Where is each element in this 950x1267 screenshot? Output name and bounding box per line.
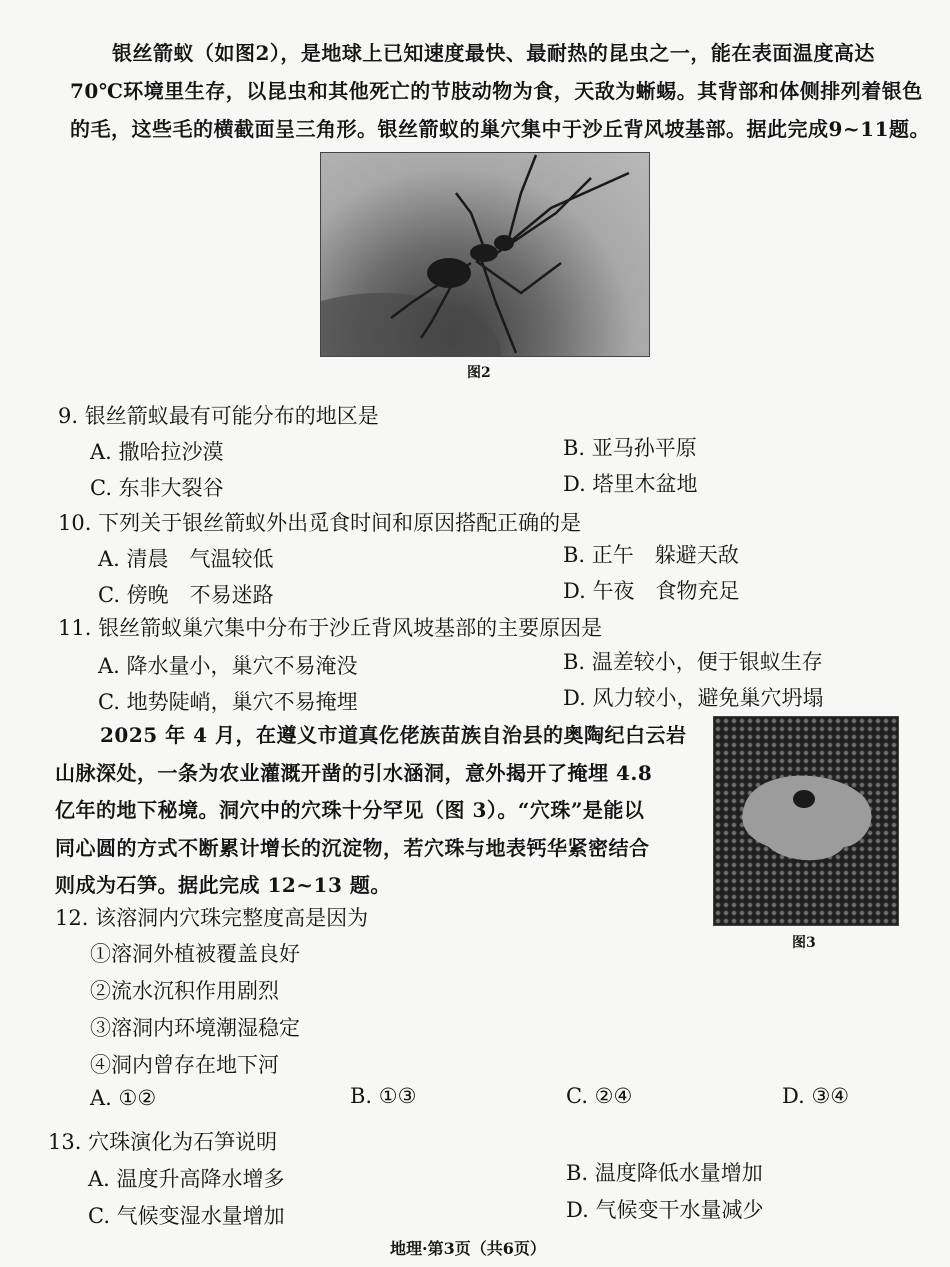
q9-option-c[interactable]: C. 东非大裂谷: [90, 476, 224, 500]
q9-option-a[interactable]: A. 撒哈拉沙漠: [90, 440, 224, 464]
q10-option-b[interactable]: B. 正午 躲避天敌: [563, 543, 739, 567]
intro2-line-5: 则成为石笋。据此完成 12~13 题。: [55, 873, 391, 897]
q11-option-c[interactable]: C. 地势陡峭，巢穴不易掩埋: [98, 690, 358, 714]
intro2-line-3: 亿年的地下秘境。洞穴中的穴珠十分罕见（图 3）。“穴珠”是能以: [55, 798, 645, 822]
intro1-line-1: 银丝箭蚁（如图2），是地球上已知速度最快、最耐热的昆虫之一，能在表面温度高达: [112, 41, 875, 65]
q10-option-c[interactable]: C. 傍晚 不易迷路: [98, 583, 274, 607]
q12-statement: ①溶洞外植被覆盖良好: [90, 942, 300, 966]
q13-stem: 13. 穴珠演化为石笋说明: [48, 1130, 278, 1154]
q10-option-d[interactable]: D. 午夜 食物充足: [563, 579, 740, 603]
q13-option-c[interactable]: C. 气候变湿水量增加: [88, 1204, 285, 1228]
q13-option-d[interactable]: D. 气候变干水量减少: [566, 1198, 764, 1222]
q10-option-a[interactable]: A. 清晨 气温较低: [98, 547, 274, 571]
q10-stem: 10. 下列关于银丝箭蚁外出觅食时间和原因搭配正确的是: [58, 511, 582, 535]
q12-option-d[interactable]: D. ③④: [782, 1084, 850, 1108]
intro2-line-2: 山脉深处，一条为农业灌溉开凿的引水涵洞，意外揭开了掩埋 4.8: [55, 761, 653, 785]
q11-option-d[interactable]: D. 风力较小，避免巢穴坍塌: [563, 686, 824, 710]
q9-stem: 9. 银丝箭蚁最有可能分布的地区是: [58, 404, 379, 428]
intro1-line-3: 的毛，这些毛的横截面呈三角形。银丝箭蚁的巢穴集中于沙丘背风坡基部。据此完成9~11题。: [70, 117, 931, 141]
q9-option-b[interactable]: B. 亚马孙平原: [563, 436, 697, 460]
q11-stem: 11. 银丝箭蚁巢穴集中分布于沙丘背风坡基部的主要原因是: [58, 616, 603, 640]
cave-pearls-photo: [713, 716, 899, 926]
q13-option-a[interactable]: A. 温度升高降水增多: [88, 1167, 285, 1191]
intro2-line-1: 2025 年 4 月，在遵义市道真仡佬族苗族自治县的奥陶纪白云岩: [100, 723, 687, 747]
figure2-caption: 图2: [467, 365, 491, 381]
q12-option-b[interactable]: B. ①③: [350, 1084, 417, 1108]
q13-option-b[interactable]: B. 温度降低水量增加: [566, 1161, 763, 1185]
q12-option-c[interactable]: C. ②④: [566, 1084, 633, 1108]
q12-statement: ②流水沉积作用剧烈: [90, 979, 279, 1003]
q11-option-a[interactable]: A. 降水量小，巢穴不易淹没: [98, 654, 358, 678]
page-footer: 地理·第3页（共6页）: [390, 1239, 546, 1258]
q11-option-b[interactable]: B. 温差较小，便于银蚁生存: [563, 650, 823, 674]
figure3-caption: 图3: [792, 935, 816, 951]
cave-pearl-icon: [714, 717, 898, 925]
q12-statement: ③溶洞内环境潮湿稳定: [90, 1016, 300, 1040]
q12-option-a[interactable]: A. ①②: [90, 1086, 157, 1110]
ant-icon: [321, 153, 649, 356]
q12-statement: ④洞内曾存在地下河: [90, 1053, 279, 1077]
ant-photo: [320, 152, 650, 357]
q12-stem: 12. 该溶洞内穴珠完整度高是因为: [55, 906, 369, 930]
intro1-line-2: 70℃环境里生存，以昆虫和其他死亡的节肢动物为食，天敌为蜥蜴。其背部和体侧排列着银色: [70, 79, 923, 103]
q9-option-d[interactable]: D. 塔里木盆地: [563, 472, 698, 496]
intro2-line-4: 同心圆的方式不断累计增长的沉淀物，若穴珠与地表钙华紧密结合: [55, 836, 650, 860]
